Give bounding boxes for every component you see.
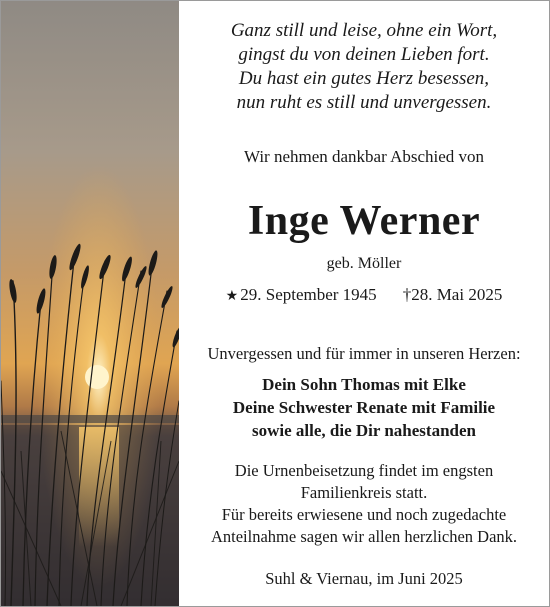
sunset-reeds-image <box>1 1 179 606</box>
mourner: Deine Schwester Renate mit Familie <box>232 398 496 417</box>
birth-date-text: 29. September 1945 <box>240 285 377 304</box>
mourners-list <box>179 373 549 442</box>
place-and-date: Suhl & Viernau, im Juni 2025 <box>265 569 463 588</box>
obituary-text <box>179 1 549 606</box>
notice-line: Die Urnenbeisetzung findet im engsten <box>234 461 494 480</box>
life-dates <box>179 285 549 305</box>
funeral-notice <box>179 460 549 548</box>
death-date <box>403 285 503 305</box>
sunset-reeds-photo <box>1 1 179 606</box>
memory-line: Unvergessen und für immer in unseren Herzen: <box>207 344 521 363</box>
farewell-line: Wir nehmen dankbar Abschied von <box>243 147 485 166</box>
poem-line: gingst du von deinen Lieben fort. <box>238 44 490 65</box>
birth-date <box>226 285 377 305</box>
poem <box>179 19 549 115</box>
mourner: Dein Sohn Thomas mit Elke <box>262 375 466 394</box>
cross-icon: † <box>402 285 412 304</box>
star-icon: ★ <box>225 289 239 304</box>
deceased-name: Inge Werner <box>247 198 481 244</box>
notice-line: Für bereits erwiesene und noch zugedachte <box>221 505 507 524</box>
poem-line: nun ruht es still und unvergessen. <box>236 92 492 113</box>
mourner: sowie alle, die Dir nahestanden <box>251 421 476 440</box>
maiden-name: geb. Möller <box>326 255 402 272</box>
notice-line: Anteilnahme sagen wir allen herzlichen Dank. <box>210 527 518 546</box>
poem-line: Ganz still und leise, ohne ein Wort, <box>230 20 498 41</box>
notice-line: Familienkreis statt. <box>300 483 428 502</box>
death-date-text: 28. Mai 2025 <box>411 285 503 304</box>
poem-line: Du hast ein gutes Herz besessen, <box>238 68 490 89</box>
